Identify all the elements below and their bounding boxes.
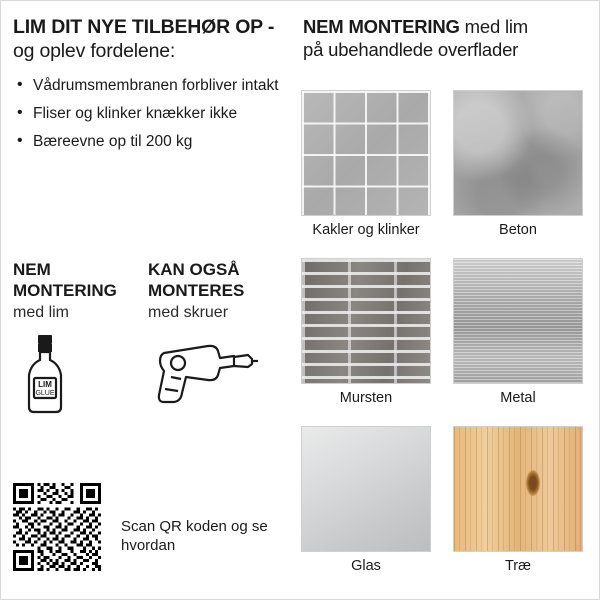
right-headline-bold: NEM MONTERING (303, 16, 460, 37)
swatch-brick (301, 258, 431, 407)
swatch-metal-image (453, 258, 583, 384)
glue-bottle-icon (13, 333, 143, 420)
swatch-metal-caption: Metal (500, 390, 536, 406)
left-column (13, 15, 291, 159)
swatch-concrete (453, 90, 583, 239)
qr-code-icon[interactable] (13, 483, 101, 571)
benefits-list (13, 75, 291, 152)
right-headline-light-1: med lim (459, 16, 529, 37)
qr-caption: Scan QR koden og se hvordan (121, 518, 268, 554)
method-glue-title: NEM MONTERING (13, 260, 117, 300)
right-headline (303, 15, 591, 61)
right-headline-light-2: på ubehandlede overflader (303, 39, 519, 60)
swatch-concrete-caption: Beton (499, 222, 537, 238)
swatch-metal (453, 258, 583, 407)
left-headline (13, 15, 291, 63)
swatch-brick-caption: Mursten (339, 390, 393, 406)
method-screws-subtitle: med skruer (148, 304, 229, 321)
swatch-glass (301, 426, 431, 575)
swatch-concrete-image (453, 90, 583, 216)
swatch-glass-caption: Glas (351, 558, 381, 574)
right-column (303, 15, 591, 71)
method-screws (148, 259, 278, 412)
swatch-tiles-caption: Kakler og klinker (312, 222, 420, 238)
swatch-tiles-image (301, 90, 431, 216)
swatch-wood (453, 426, 583, 575)
list-item: • Vådrumsmembranen forbliver intakt (31, 75, 291, 96)
left-headline-bold: LIM DIT NYE TILBEHØR OP - (13, 16, 275, 38)
list-item: • Bæreevne op til 200 kg (31, 131, 291, 152)
glue-label-top: LIM (38, 380, 52, 389)
swatch-wood-image (453, 426, 583, 552)
power-drill-icon (148, 333, 278, 412)
swatch-tiles (301, 90, 431, 239)
list-item: • Fliser og klinker knækker ikke (31, 103, 291, 124)
method-glue (13, 259, 143, 420)
swatch-glass-image (301, 426, 431, 552)
left-headline-light: og oplev fordelene: (13, 40, 176, 62)
method-screws-title: KAN OGSÅ MONTERES (148, 260, 245, 300)
glue-label-bottom: GLUE (35, 390, 55, 397)
qr-area (13, 483, 291, 583)
method-glue-subtitle: med lim (13, 304, 70, 321)
swatch-brick-image (301, 258, 431, 384)
swatch-wood-caption: Træ (504, 558, 532, 574)
